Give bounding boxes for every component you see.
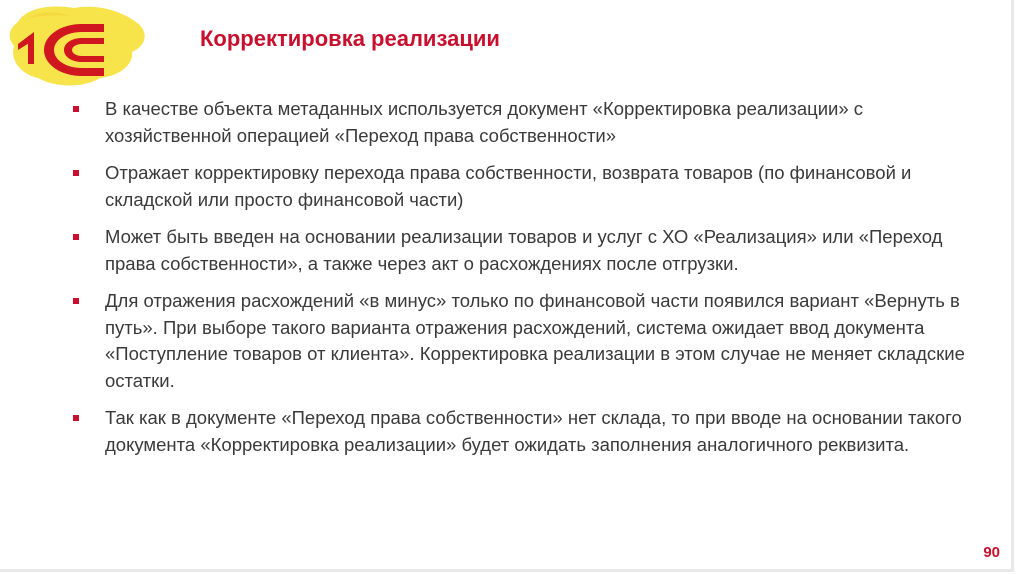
square-bullet-icon xyxy=(73,106,79,112)
bullet-text: Отражает корректировку перехода права собственности, возврата товаров (по финансовой и складской или просто финансовой части) xyxy=(105,162,912,210)
slide-title: Корректировка реализации xyxy=(200,26,500,51)
bullet-item xyxy=(72,288,992,394)
1c-logo xyxy=(4,2,154,90)
bullet-text: Так как в документе «Переход права собственности» нет склада, то при вводе на основании такого документа «Корректировка реализации» будет ожидать заполнения аналогичного реквизита. xyxy=(105,407,962,455)
square-bullet-icon xyxy=(73,415,79,421)
page-number: 90 xyxy=(983,544,1000,561)
bullet-text: Для отражения расхождений «в минус» только по финансовой части появился вариант «Вернуть в путь». При выборе такого варианта отражения расхождений, система ожидает ввод документа «Поступление товаров от клиента». Корректировка реализации в этом случае не меняет складские остатки. xyxy=(105,290,965,391)
square-bullet-icon xyxy=(73,234,79,240)
bullet-text: Может быть введен на основании реализации товаров и услуг с ХО «Реализация» или «Переход права собственности», а также через акт о расхождениях после отгрузки. xyxy=(105,226,943,274)
bullet-list xyxy=(72,96,992,469)
bullet-item xyxy=(72,96,992,149)
square-bullet-icon xyxy=(73,298,79,304)
bullet-item xyxy=(72,224,992,277)
bullet-item xyxy=(72,405,992,458)
bullet-item xyxy=(72,160,992,213)
square-bullet-icon xyxy=(73,170,79,176)
bullet-text: В качестве объекта метаданных используется документ «Корректировка реализации» с хозяйственной операцией «Переход права собственности» xyxy=(105,98,864,146)
